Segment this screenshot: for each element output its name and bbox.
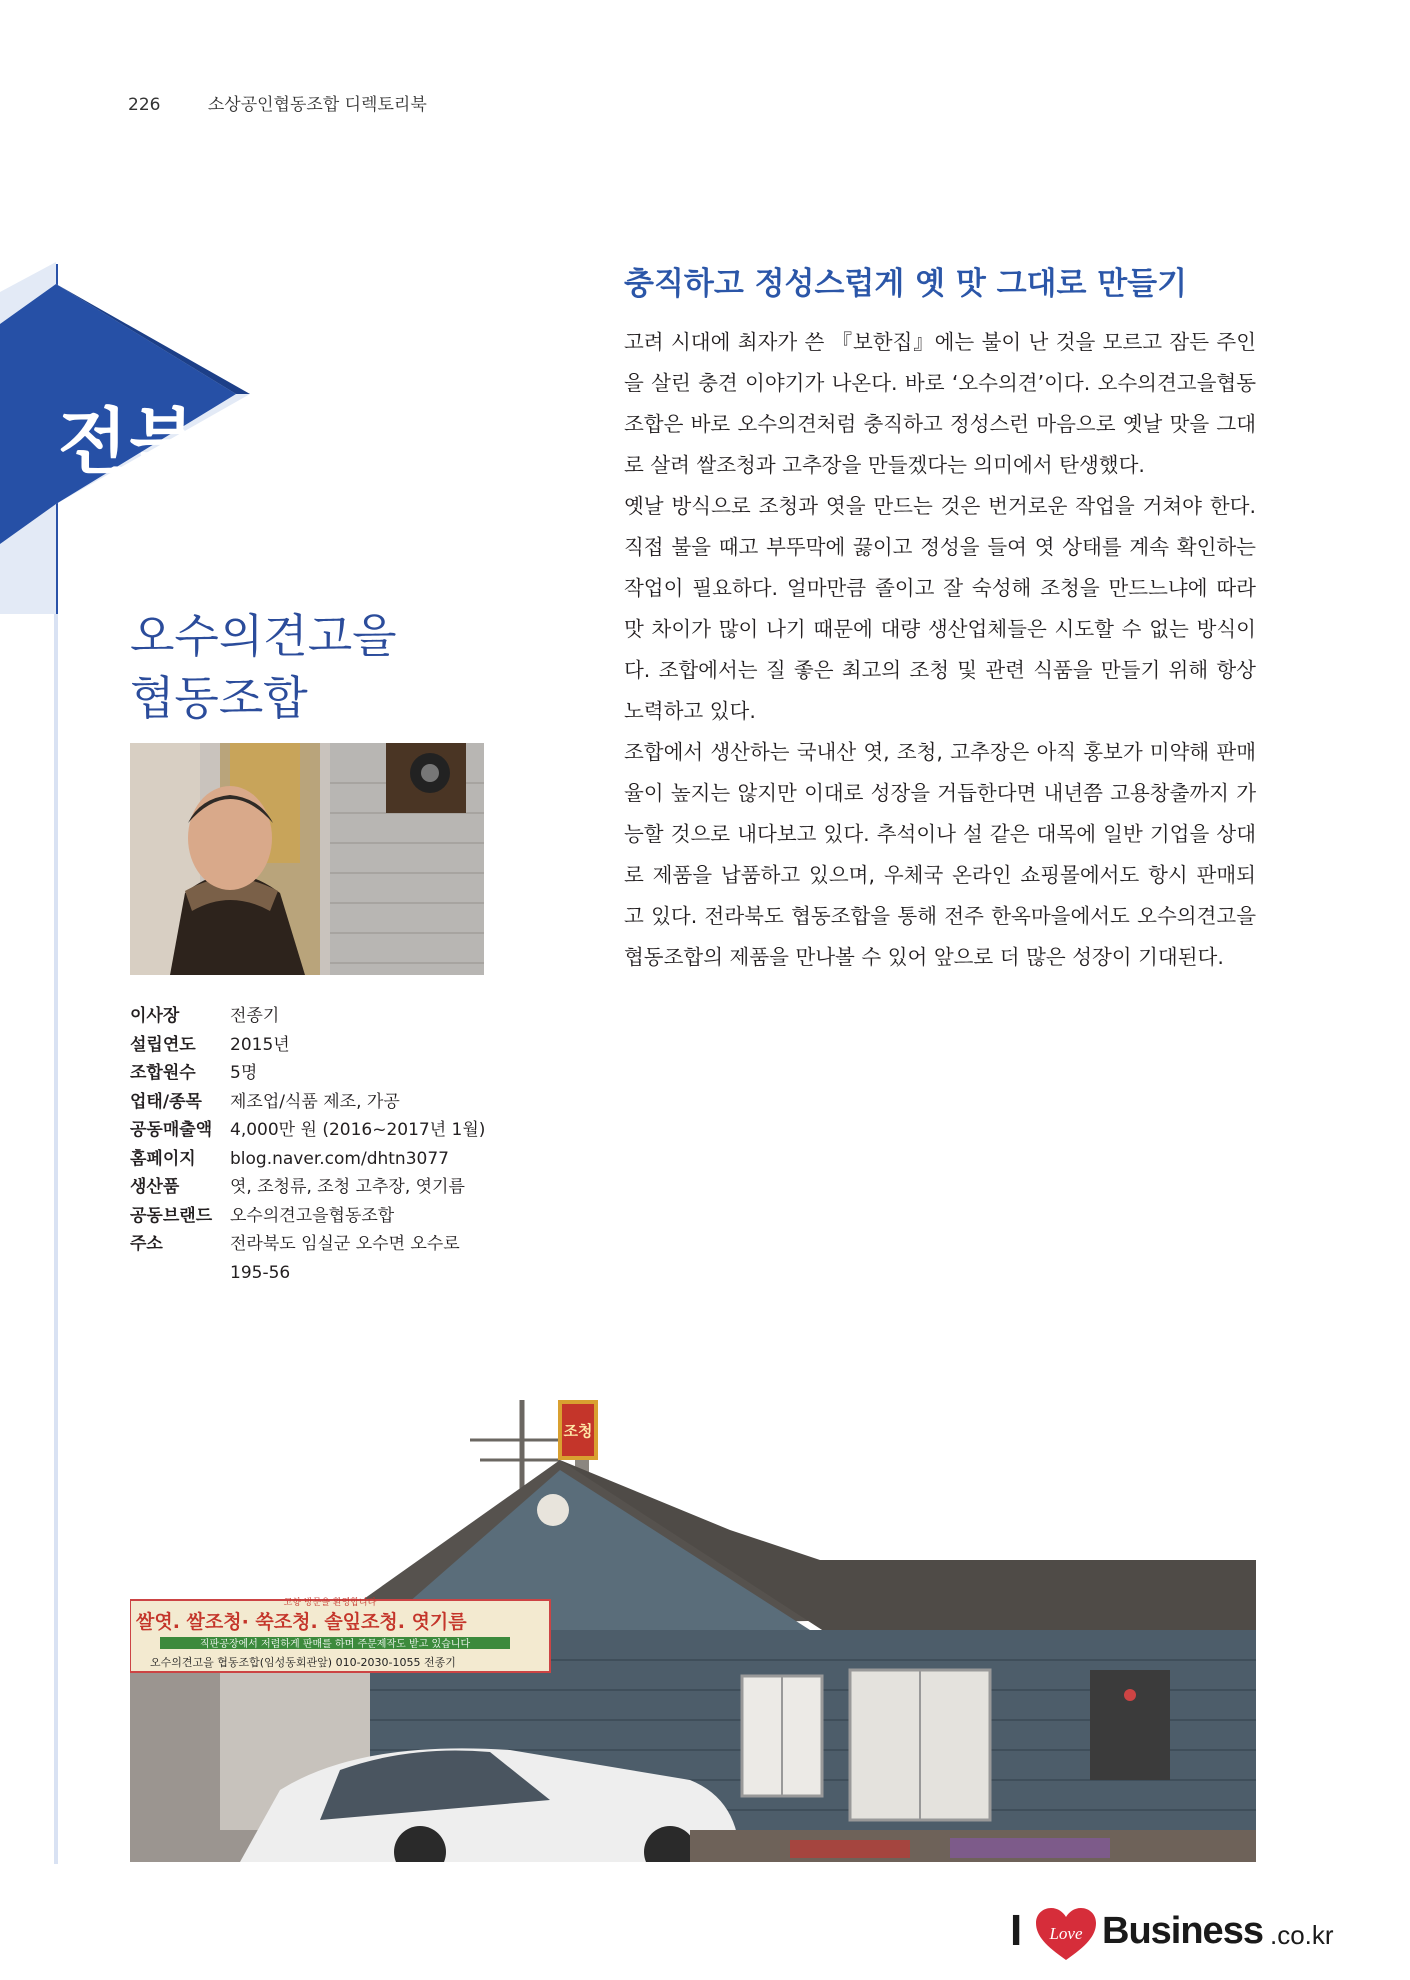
info-value: 오수의견고을협동조합 <box>230 1205 395 1226</box>
info-row <box>130 1031 490 1060</box>
info-value: 5명 <box>230 1063 258 1083</box>
workshop-photo <box>130 1400 1256 1862</box>
info-value: 전종기 <box>230 1006 280 1026</box>
article-paragraph: 고려 시대에 최자가 쓴 『보한집』에는 불이 난 것을 모르고 잠든 주인을 살린 충견 이야기가 나온다. 바로 ‘오수의견’이다. 오수의견고을협동조합은 바로 오수의견처럼 충직하고 정성스런 마음으로 옛날 맛을 그대로 살려 쌀조청과 고추장을 만들겠다는 의미에서 탄생했다. <box>624 330 1256 477</box>
banner-line-0: 고향 방문을 환영합니다 <box>283 1598 377 1608</box>
logo-love: Love <box>1049 1924 1083 1943</box>
info-row <box>130 1088 490 1117</box>
info-key: 주소 <box>130 1234 163 1254</box>
page-number: 226 <box>128 95 161 115</box>
book-title: 소상공인협동조합 디렉토리북 <box>207 95 427 115</box>
banner-line-1: 쌀엿. 쌀조청· 쑥조청. 솔잎조청. 엿기름 <box>136 1611 467 1633</box>
info-key: 공동브랜드 <box>130 1205 213 1226</box>
article-paragraph: 조합에서 생산하는 국내산 엿, 조청, 고추장은 아직 홍보가 미약해 판매율이 높지는 않지만 이대로 성장을 거듭한다면 내년쯤 고용창출까지 가능할 것으로 내다보고 있다. 추석이나 설 같은 대목에 일반 기업을 상대로 제품을 납품하고 있으며, 우체국 온라인 쇼핑몰에서도 항시 판매되고 있다. 전라북도 협동조합을 통해 전주 한옥마을에서도 오수의견고을협동조합의 제품을 만나볼 수 있어 앞으로 더 많은 성장이 기대된다. <box>624 740 1256 969</box>
logo-business: Business <box>1102 1910 1263 1952</box>
article-body <box>624 322 1256 978</box>
info-value: 2015년 <box>230 1034 290 1055</box>
page-header <box>128 90 427 115</box>
organization-name-line1: 오수의견고을 <box>130 609 397 663</box>
info-value: 4,000만 원 (2016~2017년 1월) <box>230 1120 486 1140</box>
article-headline: 충직하고 정성스럽게 옛 맛 그대로 만들기 <box>624 266 1188 302</box>
info-value: 전라북도 임실군 오수면 오수로 195-56 <box>230 1234 460 1283</box>
info-value: 엿, 조청류, 조청 고추장, 엿기름 <box>230 1177 465 1197</box>
info-key: 조합원수 <box>130 1063 196 1083</box>
banner-line-3: 오수의견고을 협동조합(임성동회관앞) 010-2030-1055 전종기 <box>150 1656 456 1669</box>
info-key: 이사장 <box>130 1006 180 1026</box>
info-key: 업태/종목 <box>130 1091 202 1112</box>
organization-name-line2: 협동조합 <box>130 671 308 725</box>
info-key: 공동매출액 <box>130 1120 213 1140</box>
article-paragraph: 옛날 방식으로 조청과 엿을 만드는 것은 번거로운 작업을 거쳐야 한다. 직접 불을 때고 부뚜막에 끓이고 정성을 들여 엿 상태를 계속 확인하는 작업이 필요하다. 얼마만큼 졸이고 잘 숙성해 조청을 만드느냐에 따라 맛 차이가 많이 나기 때문에 대량 생산업체들은 시도할 수 없는 방식이다. 조합에서는 질 좋은 최고의 조청 및 관련 식품을 만들기 위해 항상 노력하고 있다. <box>624 494 1256 723</box>
info-row <box>130 1116 490 1145</box>
info-key: 생산품 <box>130 1177 180 1197</box>
logo-i: I <box>1010 1906 1023 1955</box>
info-row <box>130 1059 490 1088</box>
organization-name <box>130 605 460 729</box>
chairman-portrait <box>130 743 484 975</box>
homepage-link[interactable]: blog.naver.com/dhtn3077 <box>230 1148 449 1169</box>
info-value: 제조업/식품 제조, 가공 <box>230 1091 400 1112</box>
store-sign-text: 조청 <box>563 1422 593 1440</box>
heart-icon <box>1034 1906 1098 1962</box>
info-key: 홈페이지 <box>130 1148 196 1169</box>
info-key: 설립연도 <box>130 1034 196 1055</box>
info-row <box>130 1202 490 1231</box>
info-row <box>130 1173 490 1202</box>
info-row <box>130 1002 490 1031</box>
info-row <box>130 1230 490 1287</box>
logo-domain: .co.kr <box>1270 1920 1334 1950</box>
region-label: 전북 <box>58 400 202 484</box>
banner-line-2: 직판공장에서 저렴하게 판매를 하며 주문제작도 받고 있습니다 <box>199 1639 471 1650</box>
organization-info <box>130 1002 490 1287</box>
info-row <box>130 1145 490 1174</box>
